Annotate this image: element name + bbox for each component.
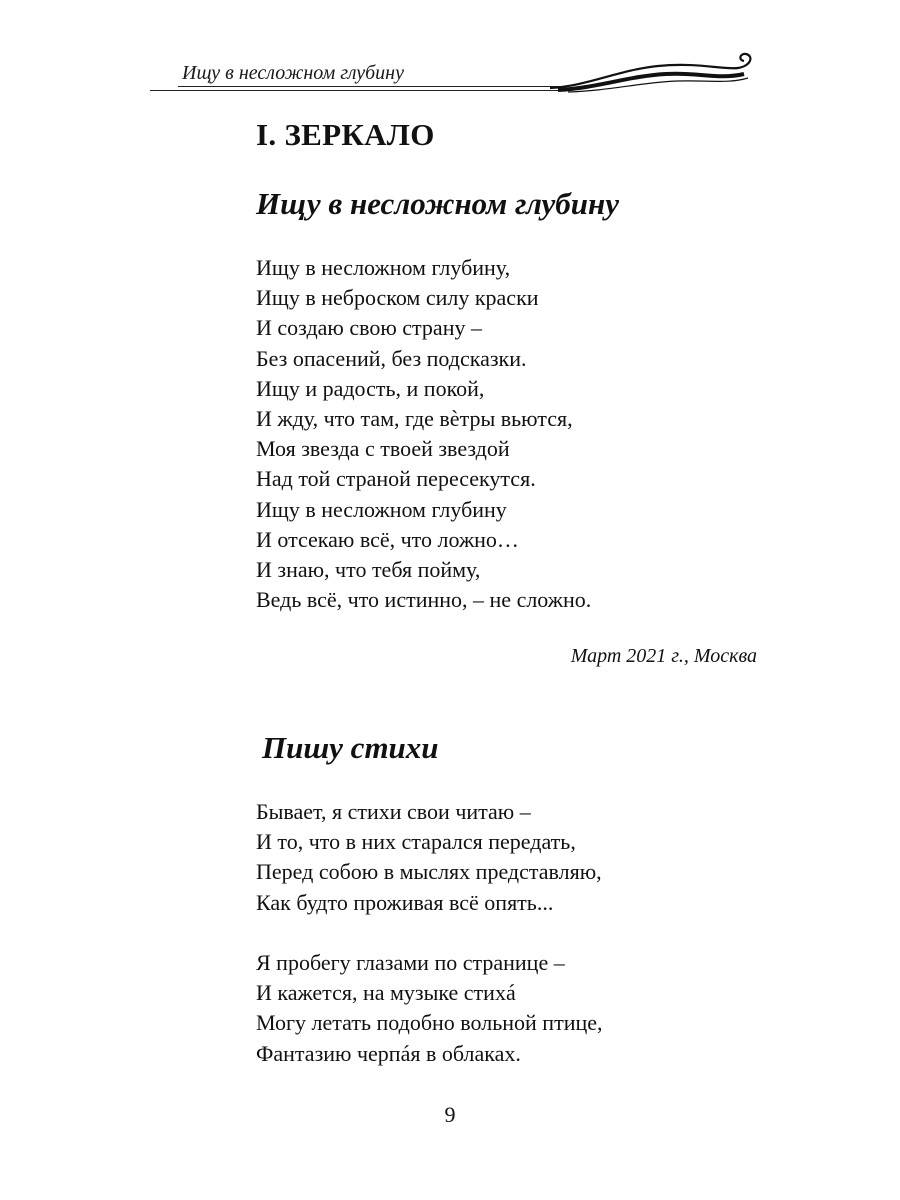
poem-line: Ищу в несложном глубину	[256, 496, 507, 522]
flourish-ornament-icon	[548, 48, 758, 96]
poem-line: И создаю свою страну –	[256, 315, 482, 341]
poem-signature: Март 2021 г., Москва	[570, 645, 757, 667]
poem-title: Пишу стихи	[262, 730, 439, 765]
poem-line: Ищу и радость, и покой,	[256, 375, 485, 401]
poem-line: Ищу в неброском силу краски	[256, 285, 539, 311]
poem-line: И знаю, что тебя пойму,	[256, 556, 481, 582]
poem-title: Ищу в несложном глубину	[256, 186, 619, 221]
poem-line: И жду, что там, где вѐтры вьются,	[256, 405, 573, 431]
poem-body	[256, 797, 603, 1069]
poem-line: И кажется, на музыке стихá	[256, 980, 516, 1006]
header-rule	[178, 86, 560, 87]
poem-line: Моя звезда с твоей звездой	[256, 436, 510, 462]
header-rule-long	[150, 90, 560, 91]
poem-line: Я пробегу глазами по странице –	[256, 949, 565, 975]
page-number: 9	[444, 1102, 456, 1127]
poem-body	[256, 253, 591, 615]
poem-line: И отсекаю всё, что ложно…	[256, 526, 519, 552]
poem-line: Бывает, я стихи свои читаю –	[256, 799, 531, 824]
poem-line: Над той страной пересекутся.	[256, 466, 536, 492]
poem-line: Ищу в несложном глубину,	[256, 255, 511, 280]
section-title: I. ЗЕРКАЛО	[256, 117, 435, 152]
poem-line: Ведь всё, что истинно, – не сложно.	[256, 587, 592, 613]
poem-line: Как будто проживая всё опять...	[256, 889, 554, 915]
poem-line: Перед собою в мыслях представляю,	[256, 859, 602, 885]
poem-line: И то, что в них старался передать,	[256, 829, 576, 855]
running-title: Ищу в несложном глубину	[182, 62, 404, 84]
poem-line: Фантазию черпáя в облаках.	[256, 1040, 521, 1066]
poem-line: Могу летать подобно вольной птице,	[256, 1010, 603, 1036]
poem-line: Без опасений, без подсказки.	[256, 345, 527, 371]
running-header	[0, 0, 900, 100]
stanza-break	[256, 918, 603, 948]
